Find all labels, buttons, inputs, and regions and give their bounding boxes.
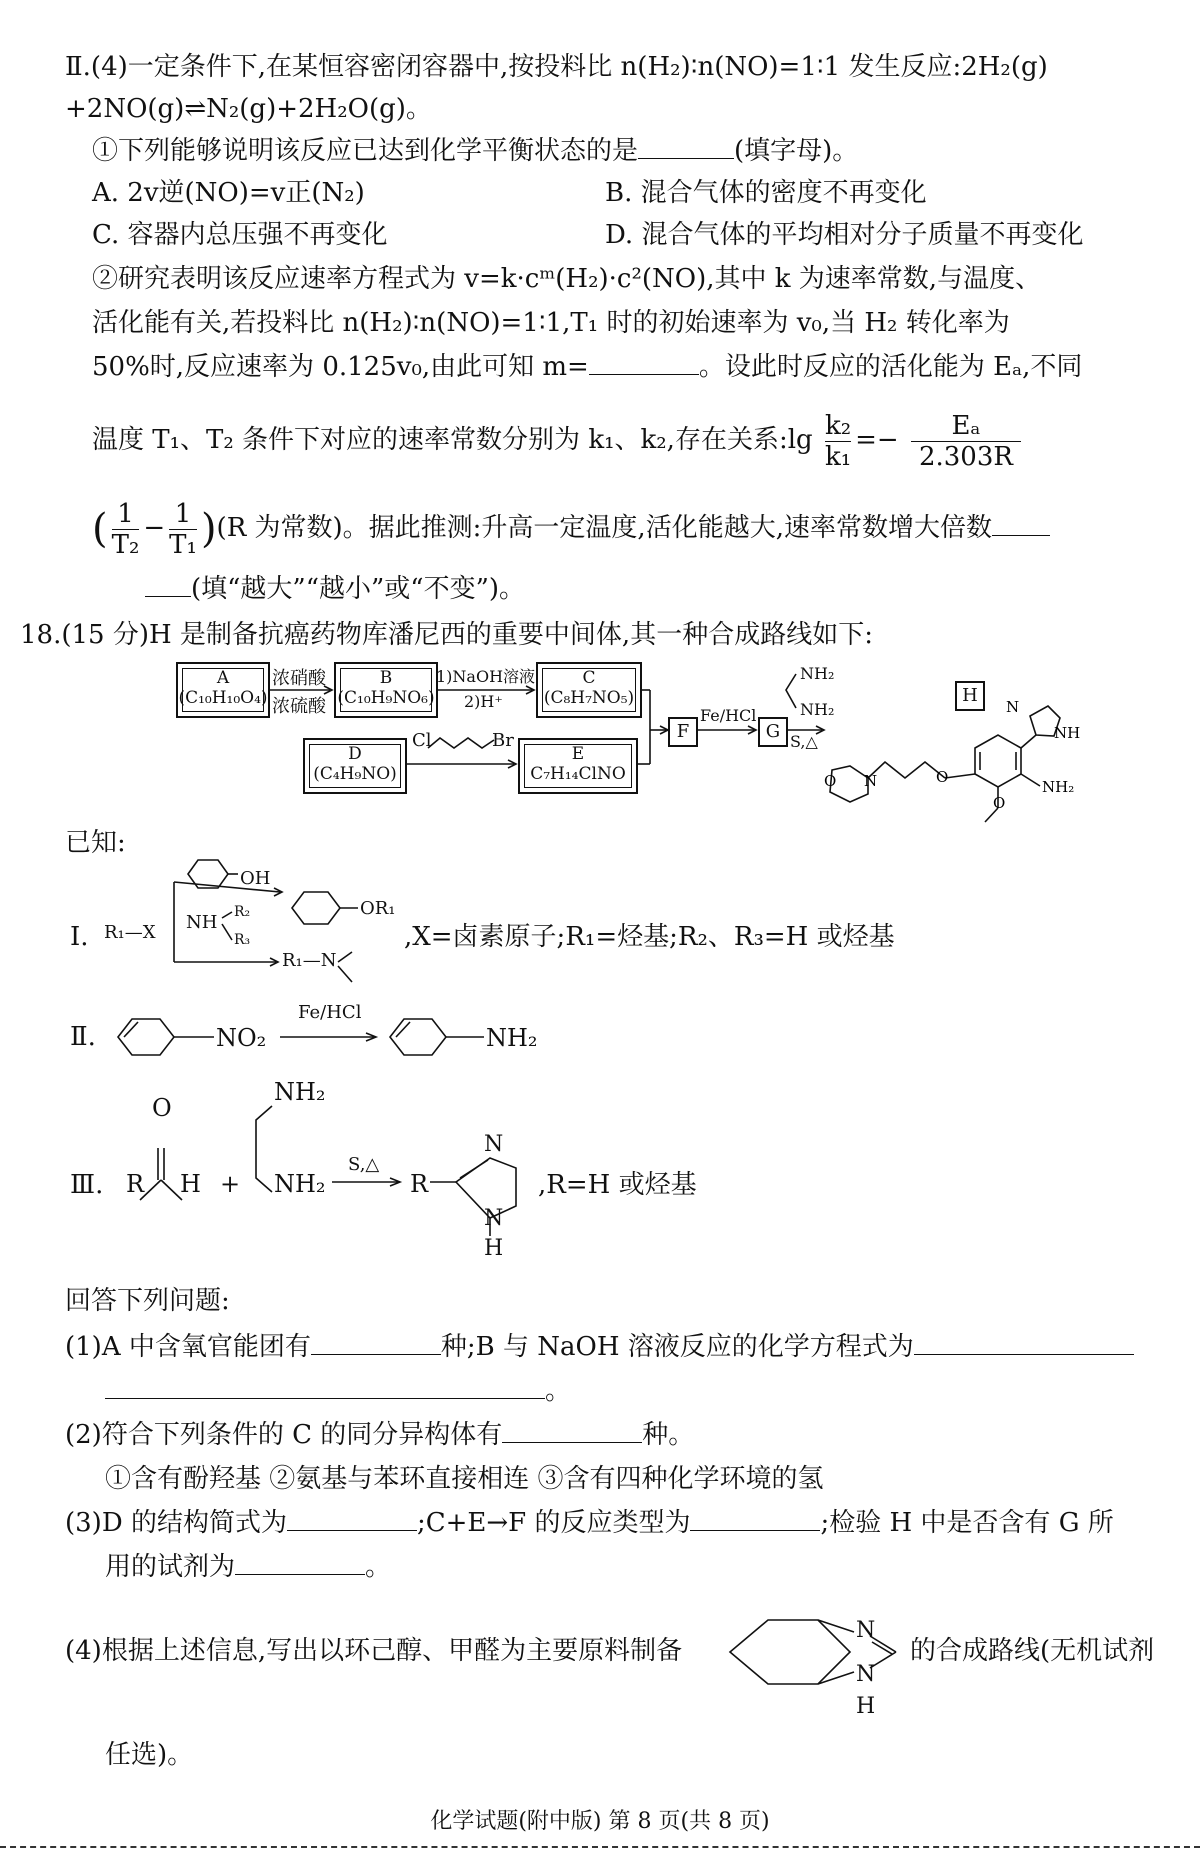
option-b: B. 混合气体的密度不再变化: [605, 178, 927, 208]
t1: T₁: [169, 529, 197, 560]
known-3-text: ,R=H 或烃基: [538, 1170, 697, 1200]
s1-text-b: 种;B 与 NaOH 溶液反应的化学方程式为: [440, 1332, 914, 1362]
s3-text-d: 用的试剂为: [105, 1552, 236, 1582]
target-n-bottom: N: [856, 1662, 876, 1687]
question-1-tail: (填字母)。: [734, 136, 859, 166]
known-1-oh: OH: [240, 868, 271, 889]
formula-b: (C₁₀H₉NO₆): [337, 688, 435, 708]
known-1-label: Ⅰ.: [70, 922, 89, 952]
label-c: C: [582, 668, 596, 688]
known-3-h: H: [180, 1170, 201, 1198]
h-nh-label: NH: [1054, 724, 1081, 742]
reagent-sulfuric: 浓硫酸: [272, 696, 326, 717]
target-h: H: [856, 1694, 876, 1719]
known-3-r-product: R: [410, 1170, 429, 1198]
s3-text-a: (3)D 的结构简式为: [65, 1508, 287, 1538]
q18-title: 18.(15 分)H 是制备抗癌药物库潘尼西的重要中间体,其一种合成路线如下:: [20, 620, 873, 650]
known-2-label: Ⅱ.: [70, 1022, 96, 1052]
equals-minus: =−: [855, 425, 899, 455]
label-a: A: [216, 668, 230, 688]
sub-question-2-conditions: ①含有酚羟基 ②氨基与苯环直接相连 ③含有四种化学环境的氢: [105, 1464, 824, 1494]
known-1-r3: R₃: [234, 932, 251, 948]
known-3-reagent: S,△: [348, 1154, 380, 1175]
t2: T₂: [111, 529, 140, 560]
known-3-n-top: N: [484, 1132, 504, 1157]
question-2-line3a: 50%时,反应速率为 0.125v₀,由此可知 m=: [92, 352, 589, 382]
known-3-n-bottom: N: [484, 1206, 504, 1231]
known-2-nh2: NH₂: [486, 1024, 538, 1052]
nh2-bottom: NH₂: [800, 700, 835, 719]
known-1-r2: R₂: [234, 904, 251, 920]
label-d: D: [348, 744, 362, 764]
h-n-label: N: [1006, 698, 1020, 716]
formula-a: (C₁₀H₁₀O₄): [178, 688, 268, 708]
compound-h-box: H: [955, 681, 985, 711]
k2: k₂: [824, 410, 852, 441]
sub-question-4: (4)根据上述信息,写出以环己醇、甲醛为主要原料制备: [65, 1636, 683, 1666]
h-morph-o: O: [824, 772, 837, 790]
reagent-naoh: 1)NaOH溶液: [436, 667, 536, 686]
formula-e: C₇H₁₄ClNO: [530, 764, 626, 784]
known-1-nh: NH: [186, 912, 218, 933]
cl-label: Cl: [412, 730, 432, 751]
sub-question-4-b: 的合成路线(无机试剂: [910, 1636, 1155, 1666]
br-label: Br: [492, 730, 514, 751]
question-2-line4a: 温度 T₁、T₂ 条件下对应的速率常数分别为 k₁、k₂,存在关系:lg: [92, 425, 813, 455]
known-2-reagent: Fe/HCl: [298, 1002, 362, 1023]
known-3-nh2-top: NH₂: [274, 1078, 326, 1106]
reagent-nitric: 浓硝酸: [272, 668, 326, 689]
question-2-line6-text: (填“越大”“越小”或“不变”)。: [191, 574, 526, 604]
h-morph-n: N: [864, 772, 878, 790]
question-2-line1: ②研究表明该反应速率方程式为 v=k·cᵐ(H₂)·c²(NO),其中 k 为速率常数,与温度、: [92, 264, 1042, 294]
denominator: 2.303R: [918, 441, 1013, 472]
s3-text-e: 。: [365, 1552, 392, 1582]
ask-heading: 回答下列问题:: [65, 1286, 230, 1316]
known-3-h-bottom: H: [484, 1236, 504, 1261]
sub-question-4-c: 任选)。: [105, 1740, 194, 1770]
known-3-nh2-bottom: NH₂: [274, 1170, 326, 1198]
option-c: C. 容器内总压强不再变化: [92, 220, 388, 250]
question-2-line2: 活化能有关,若投料比 n(H₂)∶n(NO)=1∶1,T₁ 时的初始速率为 v₀,当 H₂ 转化率为: [92, 308, 1010, 338]
target-n-top: N: [856, 1618, 876, 1643]
formula-d: (C₄H₉NO): [313, 764, 397, 784]
bottom-divider: [0, 1846, 1200, 1848]
one: 1: [112, 499, 140, 530]
label-e: E: [571, 744, 585, 764]
known-3-r: R: [126, 1170, 145, 1198]
question-2-line3b: 。设此时反应的活化能为 Eₐ,不同: [698, 352, 1083, 382]
ea: Eₐ: [911, 411, 1021, 442]
s2-text-b: 种。: [642, 1420, 695, 1450]
known-3-plus: +: [220, 1170, 241, 1198]
option-a: A. 2v逆(NO)=v正(N₂): [92, 178, 365, 208]
known-1-rx: R₁—X: [104, 922, 156, 943]
s2-text-a: (2)符合下列条件的 C 的同分异构体有: [65, 1420, 503, 1450]
part2-line1: Ⅱ.(4)一定条件下,在某恒容密闭容器中,按投料比 n(H₂)∶n(NO)=1∶1 发生反应:2H₂(g): [65, 52, 1048, 82]
compound-f-box: F: [668, 717, 698, 747]
part2-line2: +2NO(g)⇌N₂(g)+2H₂O(g)。: [65, 94, 432, 124]
question-2-line5: ( $\frac{1}{\text{T₂}}$ − $\frac{1}{\text{T₁}}$ )(R 为常数)。据此推测:升高一定温度,活化能越大,速率常数增大倍数: [92, 498, 1050, 560]
page-footer: 化学试题(附中版) 第 8 页(共 8 页): [430, 1809, 770, 1834]
known-heading: 已知:: [65, 828, 126, 858]
option-d: D. 混合气体的平均相对分子质量不再变化: [605, 220, 1084, 250]
known-3-o: O: [152, 1094, 172, 1122]
h-ome-label: O: [993, 794, 1006, 812]
reagent-s-heat: S,△: [790, 732, 818, 751]
question-2-line5-text: (R 为常数)。据此推测:升高一定温度,活化能越大,速率常数增大倍数: [216, 513, 992, 543]
s3-text-c: ;检验 H 中是否含有 G 所: [820, 1508, 1114, 1538]
label-b: B: [379, 668, 393, 688]
known-3-label: Ⅲ.: [70, 1170, 104, 1200]
s1-text-a: (1)A 中含氧官能团有: [65, 1332, 311, 1362]
s1-text-c: 。: [545, 1376, 572, 1406]
reagent-fe-hcl: Fe/HCl: [700, 706, 757, 725]
reagent-h-plus: 2)H⁺: [464, 692, 503, 711]
question-1-text: ①下列能够说明该反应已达到化学平衡状态的是: [92, 136, 639, 166]
one: 1: [169, 499, 197, 530]
known-1-r1n: R₁—N: [282, 950, 337, 971]
nh2-top: NH₂: [800, 664, 835, 683]
known-1-or1: OR₁: [360, 898, 396, 919]
k1: k₁: [824, 441, 852, 472]
s3-text-b: ;C+E→F 的反应类型为: [416, 1508, 691, 1538]
h-o-label: O: [936, 768, 949, 786]
formula-c: (C₈H₇NO₅): [543, 688, 635, 708]
known-1-text: ,X=卤素原子;R₁=烃基;R₂、R₃=H 或烃基: [404, 922, 895, 952]
known-2-no2: NO₂: [216, 1024, 267, 1052]
h-nh2-label: NH₂: [1042, 778, 1075, 796]
compound-g-box: G: [758, 717, 788, 747]
